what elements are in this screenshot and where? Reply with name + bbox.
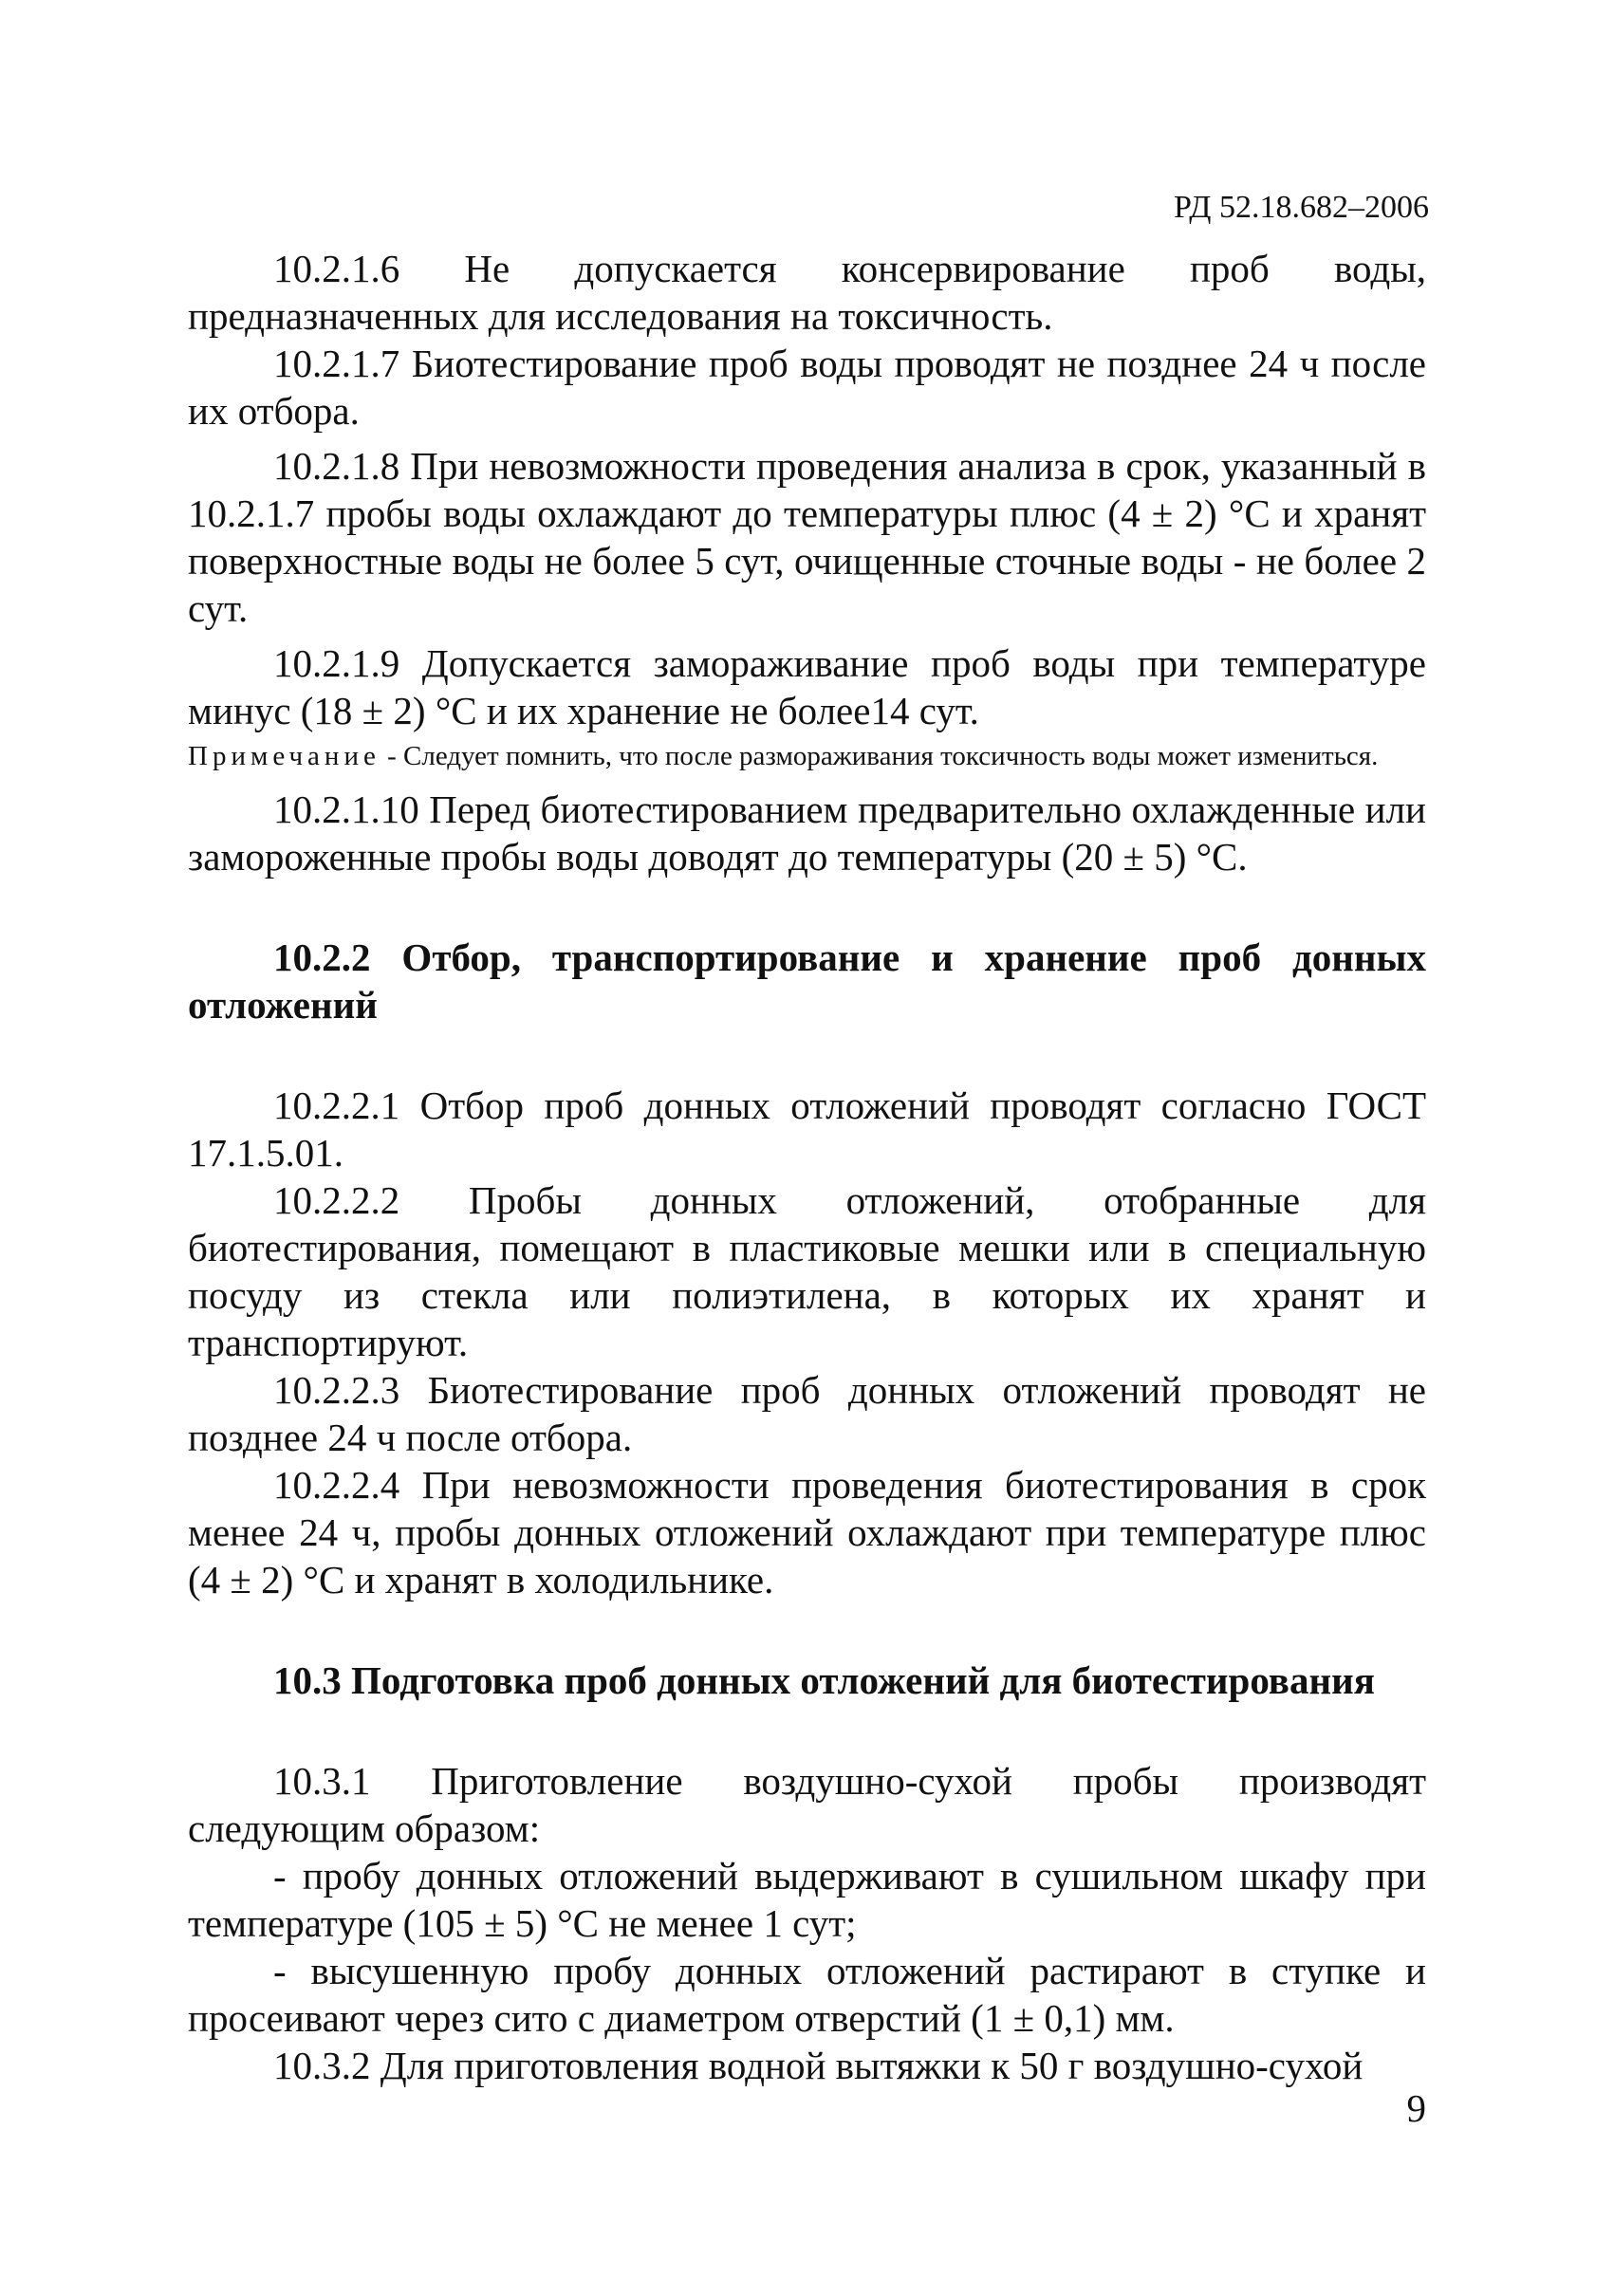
section-spacer (188, 1704, 1426, 1757)
list-item-drying: - пробу донных отложений выдерживают в сушильном шкафу при температуре (105 ± 5) °С не менее 1 сут; (188, 1854, 1426, 1945)
section-heading-10-2-2: 10.2.2 Отбор, транспортирование и хранение проб донных отложений (188, 935, 1426, 1027)
note (188, 740, 1426, 772)
paragraph-10-2-1-6: 10.2.1.6 Не допускается консервирование проб воды, предназначенных для исследования на токсичность. (188, 247, 1426, 338)
paragraph-10-2-2-2: 10.2.2.2 Пробы донных отложений, отобранные для биотестирования, помещают в пластиковые мешки или в специальную посуду из стекла или полиэтилена, в которых их хранят и транспортируют. (188, 1178, 1426, 1364)
section-spacer (188, 1603, 1426, 1657)
paragraph-10-3-2: 10.3.2 Для приготовления водной вытяжки к 50 г воздушно-сухой (273, 2044, 1364, 2087)
paragraph-10-2-1-10: 10.2.1.10 Перед биотестированием предварительно охлажденные или замороженные пробы воды доводят до температуры (20 ± 5) °С. (188, 787, 1426, 879)
paragraph-10-2-1-7: 10.2.1.7 Биотестирование проб воды проводят не позднее 24 ч после их отбора. (188, 342, 1426, 433)
section-spacer (188, 1028, 1426, 1082)
page-number: 9 (1406, 2086, 1426, 2130)
note-text: - Следует помнить, что после размораживания токсичность воды может измениться. (387, 741, 1379, 771)
section-spacer (188, 880, 1426, 934)
paragraph-10-2-2-3: 10.2.2.3 Биотестирование проб донных отложений проводят не позднее 24 ч после отбора. (188, 1368, 1426, 1459)
paragraph-10-2-2-4: 10.2.2.4 При невозможности проведения биотестирования в срок менее 24 ч, пробы донных отложений охлаждают при температуре плюс (4 ± 2) °С и хранят в холодильнике. (188, 1463, 1426, 1602)
page-content (188, 245, 1426, 2089)
paragraph-10-3-1: 10.3.1 Приготовление воздушно-сухой пробы производят следующим образом: (188, 1759, 1426, 1850)
list-item-sieving: - высушенную пробу донных отложений растирают в ступке и просеивают через сито с диаметром отверстий (1 ± 0,1) мм. (188, 1949, 1426, 2040)
paragraph-10-2-1-9: 10.2.1.9 Допускается замораживание проб воды при температуре минус (18 ± 2) °С и их хранение не более14 сут. (188, 641, 1426, 732)
paragraph-10-2-2-1: 10.2.2.1 Отбор проб донных отложений проводят согласно ГОСТ 17.1.5.01. (188, 1083, 1426, 1175)
section-heading-10-3: 10.3 Подготовка проб донных отложений для биотестирования (273, 1658, 1375, 1702)
paragraph-10-2-1-8: 10.2.1.8 При невозможности проведения анализа в срок, указанный в 10.2.1.7 пробы воды охлаждают до температуры плюс (4 ± 2) °С и хранят поверхностные воды не более 5 сут, очищенные сточные воды - не более 2 сут. (188, 444, 1426, 630)
note-label: Примечание (188, 741, 380, 771)
document-code-header: РД 52.18.682–2006 (1173, 190, 1429, 225)
